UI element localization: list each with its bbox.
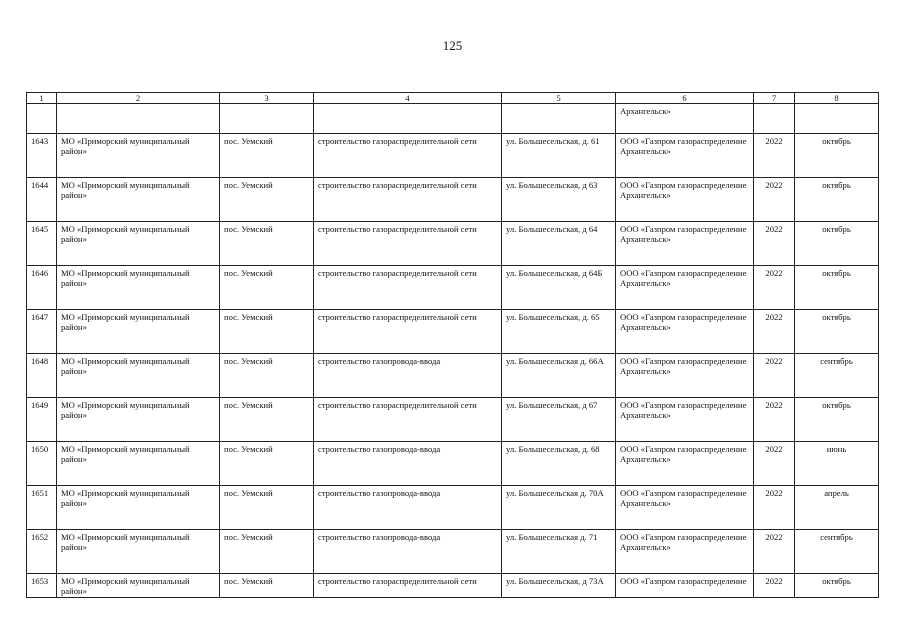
table-cell-col-2 <box>57 104 220 134</box>
table-cell-col-6: ООО «Газпром газораспределение Архангельск» <box>616 134 754 178</box>
table-row <box>27 486 879 530</box>
table-cell-col-6: ООО «Газпром газораспределение Архангельск» <box>616 266 754 310</box>
table-cell-col-1: 1645 <box>27 222 57 266</box>
table-cell-col-8: апрель <box>795 486 879 530</box>
table-header-row <box>27 93 879 104</box>
table-cell-col-1: 1 <box>27 93 57 104</box>
table-cell-col-6: ООО «Газпром газораспределение Архангельск» <box>616 530 754 574</box>
table-cell-col-6: ООО «Газпром газораспределение Архангельск» <box>616 442 754 486</box>
table-cell-col-2: МО «Приморский муниципальный район» <box>57 574 220 598</box>
table-row <box>27 178 879 222</box>
table-cell-col-1: 1652 <box>27 530 57 574</box>
table-row <box>27 398 879 442</box>
table-cell-col-3 <box>220 104 314 134</box>
table-cell-col-1: 1643 <box>27 134 57 178</box>
page-number: 125 <box>442 38 463 53</box>
table-cell-col-1: 1651 <box>27 486 57 530</box>
table-cell-col-5: 5 <box>502 93 616 104</box>
table-cell-col-7 <box>754 104 795 134</box>
table-cell-col-1: 1644 <box>27 178 57 222</box>
table-cell-col-8: октябрь <box>795 574 879 598</box>
table-cell-col-3: пос. Уемский <box>220 574 314 598</box>
table-cell-col-4: строительство газораспределительной сети <box>314 398 502 442</box>
table-cell-col-8: октябрь <box>795 178 879 222</box>
table-cell-col-3: пос. Уемский <box>220 530 314 574</box>
table-body <box>27 93 879 598</box>
table-cell-col-6: ООО «Газпром газораспределение <box>616 574 754 598</box>
register-table <box>26 92 879 598</box>
table-cell-col-3: пос. Уемский <box>220 134 314 178</box>
table-row <box>27 310 879 354</box>
table-cell-col-6: ООО «Газпром газораспределение Архангельск» <box>616 222 754 266</box>
table-cell-col-3: пос. Уемский <box>220 442 314 486</box>
table-cell-col-1 <box>27 104 57 134</box>
table-cell-col-4: строительство газопровода-ввода <box>314 442 502 486</box>
table-cell-col-2: МО «Приморский муниципальный район» <box>57 398 220 442</box>
table-cell-col-5: ул. Большесельская, д 67 <box>502 398 616 442</box>
table-cell-col-4: строительство газопровода-ввода <box>314 486 502 530</box>
table-row <box>27 574 879 598</box>
table-cell-col-3: пос. Уемский <box>220 266 314 310</box>
table-cell-col-8: октябрь <box>795 266 879 310</box>
table-cell-col-8: 8 <box>795 93 879 104</box>
table-cell-col-3: 3 <box>220 93 314 104</box>
table-cell-col-8: октябрь <box>795 398 879 442</box>
table-cell-col-7: 2022 <box>754 354 795 398</box>
table-row <box>27 222 879 266</box>
table-cell-col-7: 2022 <box>754 398 795 442</box>
table-cell-col-7: 2022 <box>754 222 795 266</box>
table-cell-col-3: пос. Уемский <box>220 354 314 398</box>
table-cell-col-7: 2022 <box>754 310 795 354</box>
table-cell-col-8: октябрь <box>795 134 879 178</box>
table-cell-col-7: 7 <box>754 93 795 104</box>
table-cell-col-2: МО «Приморский муниципальный район» <box>57 530 220 574</box>
table-cell-col-4: строительство газораспределительной сети <box>314 574 502 598</box>
table-cell-col-2: МО «Приморский муниципальный район» <box>57 486 220 530</box>
table-cell-col-2: МО «Приморский муниципальный район» <box>57 442 220 486</box>
table-cell-col-5: ул. Большесельская, д. 65 <box>502 310 616 354</box>
table-cell-col-2: 2 <box>57 93 220 104</box>
table-cell-col-1: 1650 <box>27 442 57 486</box>
table-row <box>27 442 879 486</box>
table-cell-col-1: 1646 <box>27 266 57 310</box>
table-cell-col-8: сентябрь <box>795 354 879 398</box>
table-cell-col-7: 2022 <box>754 266 795 310</box>
table-cell-col-8: июнь <box>795 442 879 486</box>
table-cell-col-5: ул. Большесельская, д 63 <box>502 178 616 222</box>
table-cell-col-3: пос. Уемский <box>220 178 314 222</box>
table-cell-col-4: строительство газопровода-ввода <box>314 354 502 398</box>
table-cell-col-2: МО «Приморский муниципальный район» <box>57 266 220 310</box>
table-cell-col-3: пос. Уемский <box>220 222 314 266</box>
table-cell-col-2: МО «Приморский муниципальный район» <box>57 354 220 398</box>
table-cell-col-7: 2022 <box>754 178 795 222</box>
table-cell-col-1: 1647 <box>27 310 57 354</box>
table-cell-col-5 <box>502 104 616 134</box>
table-cell-col-6: 6 <box>616 93 754 104</box>
table-cell-col-7: 2022 <box>754 486 795 530</box>
table-cell-col-1: 1653 <box>27 574 57 598</box>
table-row <box>27 530 879 574</box>
table-cell-col-6: ООО «Газпром газораспределение Архангельск» <box>616 398 754 442</box>
table-cell-col-8: октябрь <box>795 310 879 354</box>
table-cell-col-2: МО «Приморский муниципальный район» <box>57 134 220 178</box>
table-row <box>27 354 879 398</box>
table-cell-col-5: ул. Большесельская, д 73А <box>502 574 616 598</box>
table-cell-col-3: пос. Уемский <box>220 486 314 530</box>
table-cell-col-1: 1649 <box>27 398 57 442</box>
table-cell-col-5: ул. Большесельская, д. 68 <box>502 442 616 486</box>
table-cell-col-4: строительство газораспределительной сети <box>314 134 502 178</box>
table-cell-col-5: ул. Большесельская д. 70А <box>502 486 616 530</box>
table-cell-col-6: Архангельск» <box>616 104 754 134</box>
table-cell-col-2: МО «Приморский муниципальный район» <box>57 222 220 266</box>
table-cell-col-6: ООО «Газпром газораспределение Архангельск» <box>616 178 754 222</box>
table-cell-col-4: строительство газораспределительной сети <box>314 310 502 354</box>
table-cell-col-5: ул. Большесельская д. 66А <box>502 354 616 398</box>
table-cell-col-6: ООО «Газпром газораспределение Архангельск» <box>616 354 754 398</box>
table-cell-col-5: ул. Большесельская, д. 61 <box>502 134 616 178</box>
table-cell-col-7: 2022 <box>754 134 795 178</box>
table-cell-col-6: ООО «Газпром газораспределение Архангельск» <box>616 310 754 354</box>
table-cell-col-1: 1648 <box>27 354 57 398</box>
table-row <box>27 266 879 310</box>
table-cell-col-2: МО «Приморский муниципальный район» <box>57 310 220 354</box>
table-cell-col-5: ул. Большесельская, д 64Б <box>502 266 616 310</box>
table-cell-col-5: ул. Большесельская д. 71 <box>502 530 616 574</box>
table-cell-col-4 <box>314 104 502 134</box>
table-cell-col-4: строительство газораспределительной сети <box>314 266 502 310</box>
table-cell-col-3: пос. Уемский <box>220 398 314 442</box>
table-cell-col-4: 4 <box>314 93 502 104</box>
table-cell-col-8: сентябрь <box>795 530 879 574</box>
table-cell-col-8: октябрь <box>795 222 879 266</box>
table-cell-col-4: строительство газораспределительной сети <box>314 222 502 266</box>
table-cell-col-4: строительство газораспределительной сети <box>314 178 502 222</box>
table-cell-col-5: ул. Большесельская, д 64 <box>502 222 616 266</box>
table-cell-col-7: 2022 <box>754 574 795 598</box>
table-cell-col-2: МО «Приморский муниципальный район» <box>57 178 220 222</box>
table-cell-col-4: строительство газопровода-ввода <box>314 530 502 574</box>
table-cell-col-7: 2022 <box>754 530 795 574</box>
table-cell-col-7: 2022 <box>754 442 795 486</box>
table-cell-col-8 <box>795 104 879 134</box>
table-cell-col-6: ООО «Газпром газораспределение Архангельск» <box>616 486 754 530</box>
table-row <box>27 134 879 178</box>
table-cell-col-3: пос. Уемский <box>220 310 314 354</box>
table-row-continuation <box>27 104 879 134</box>
